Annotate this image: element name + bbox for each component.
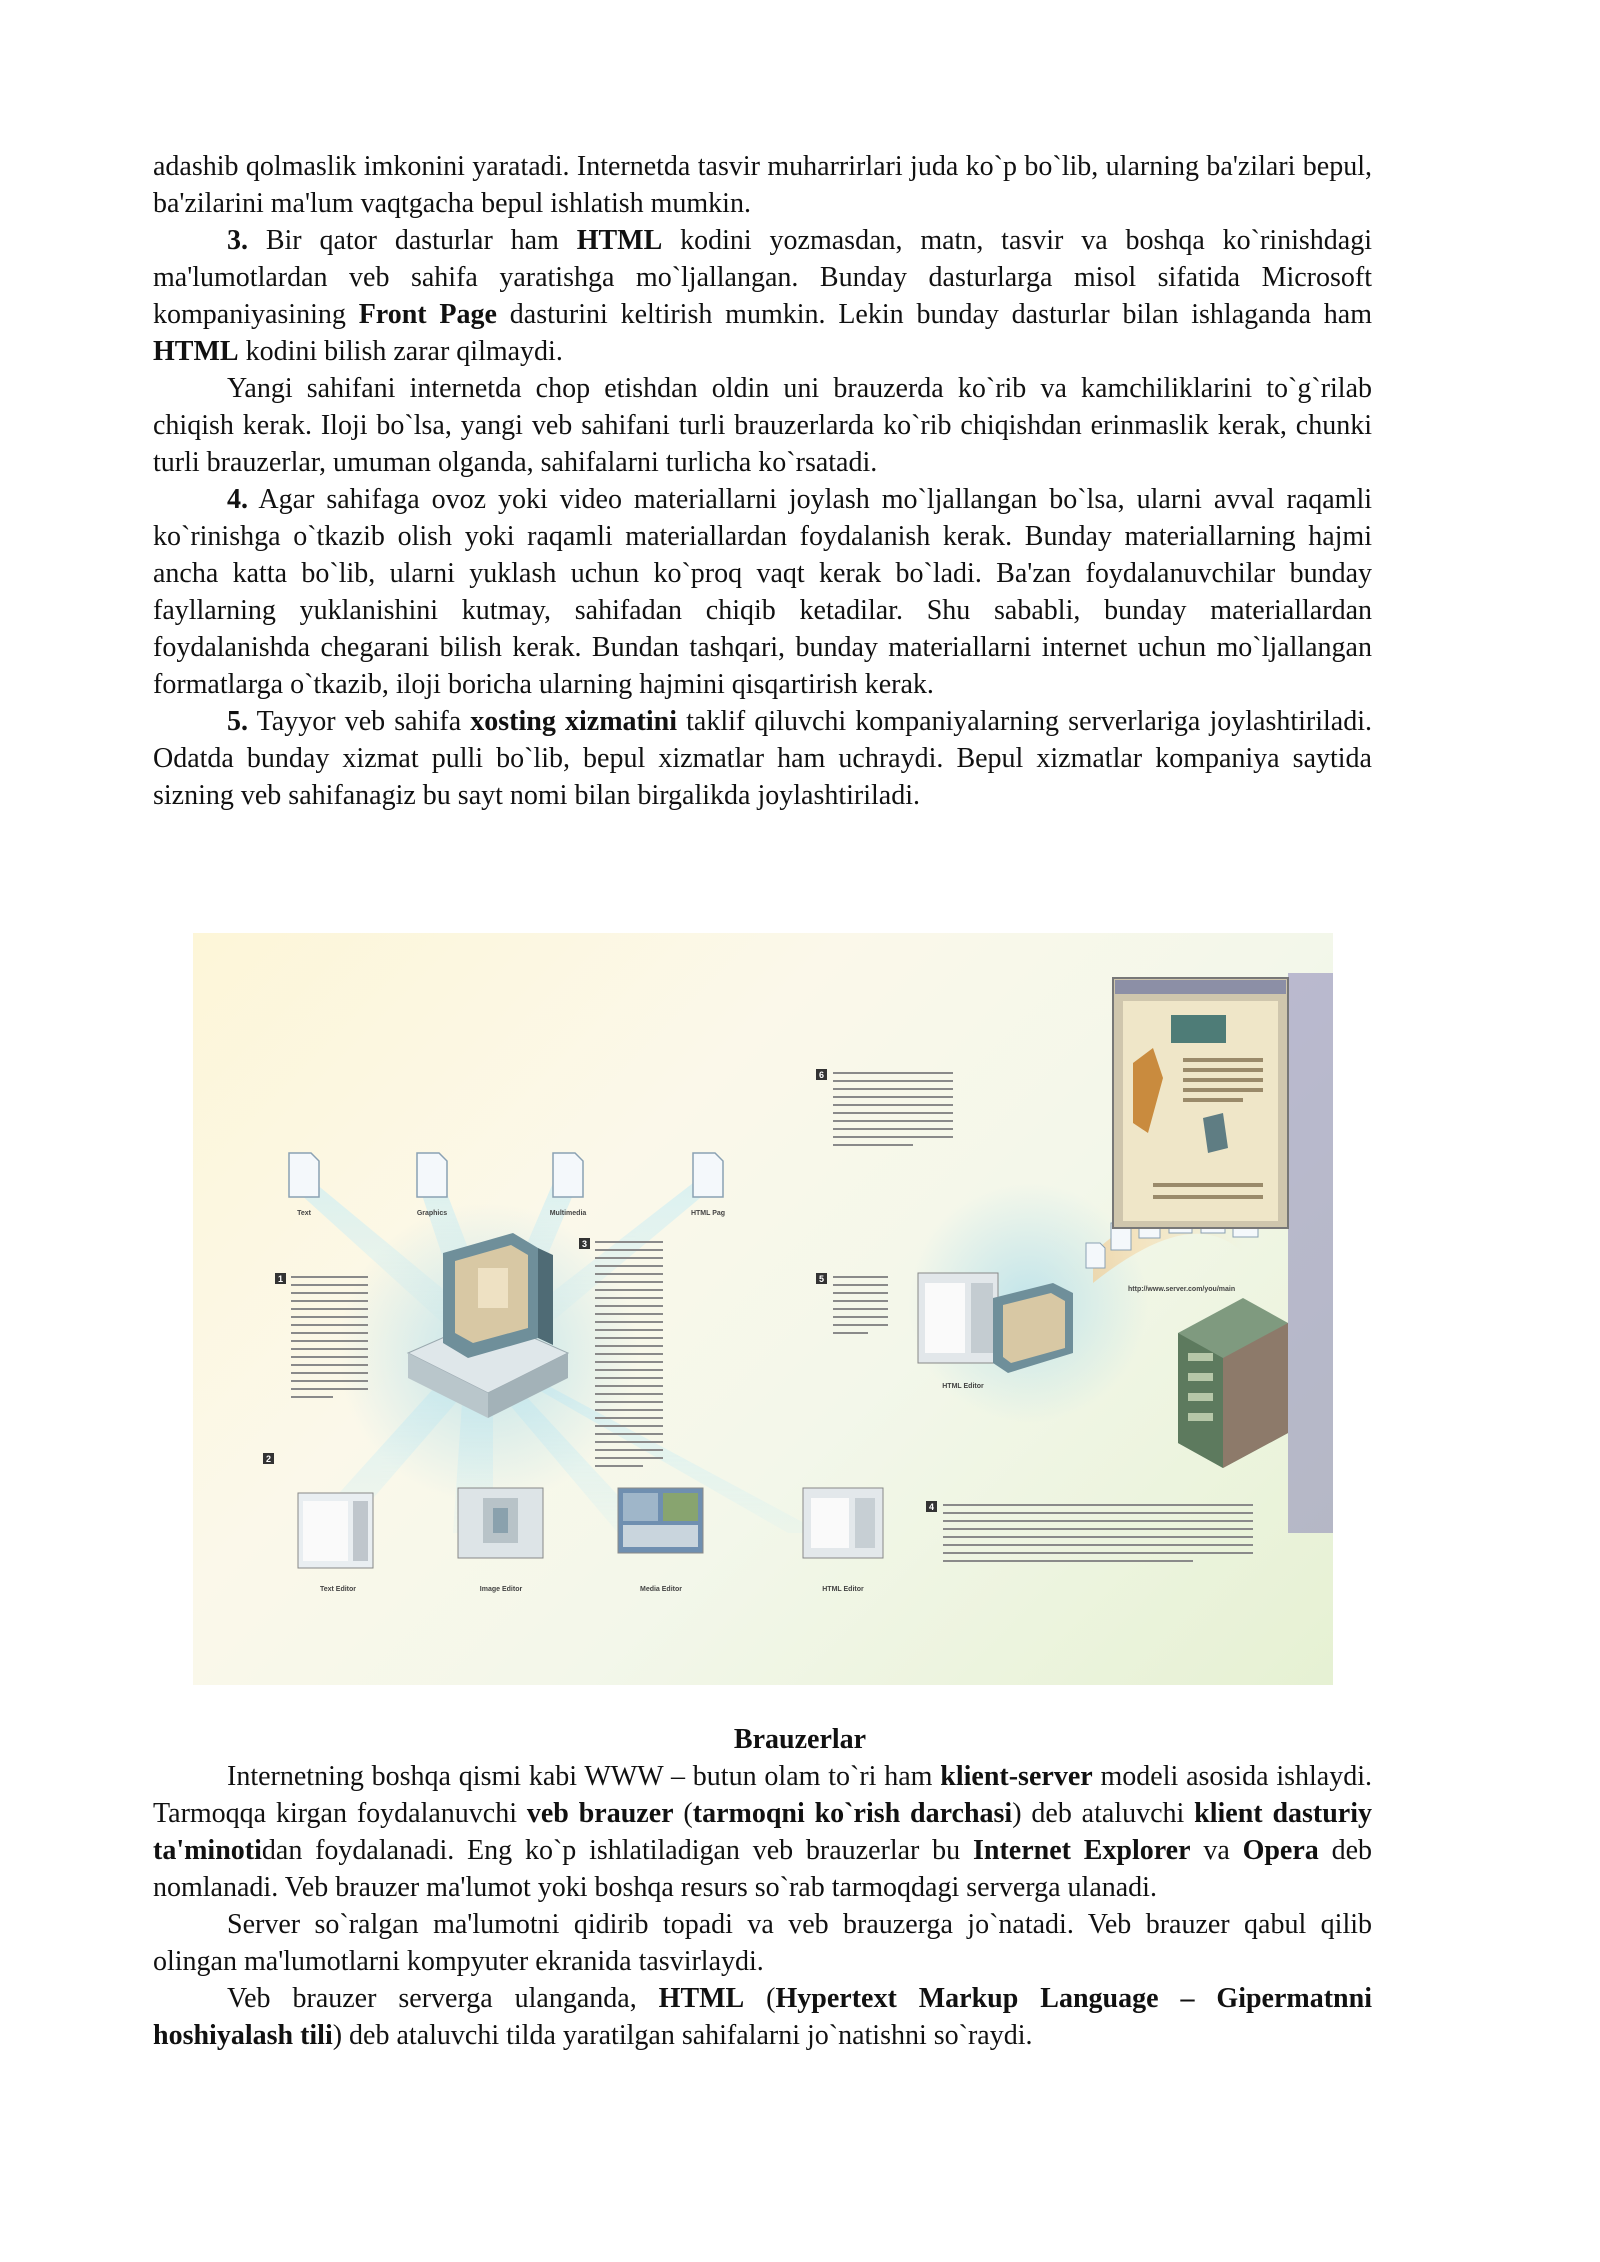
text-run: ( bbox=[673, 1798, 693, 1829]
text-editor-screenshot bbox=[298, 1493, 373, 1593]
svg-text:Text Editor: Text Editor bbox=[319, 1586, 357, 1593]
bold-run: HTML bbox=[153, 336, 239, 367]
svg-text:Text: Text bbox=[297, 1210, 311, 1217]
paragraph-2 bbox=[153, 370, 1372, 481]
text-run: ( bbox=[744, 1983, 776, 2014]
svg-text:6: 6 bbox=[818, 1070, 825, 1080]
web-publishing-diagram bbox=[193, 933, 1333, 1685]
text-run: dan foydalanadi. Eng ko`p ishlatiladigan veb brauzerlar bu bbox=[261, 1835, 973, 1866]
bold-run: Opera bbox=[1242, 1835, 1319, 1866]
paragraph-bottom-1 bbox=[153, 1906, 1372, 1980]
paragraph-0 bbox=[153, 148, 1372, 222]
svg-text:2: 2 bbox=[265, 1454, 272, 1464]
paragraph-3 bbox=[153, 481, 1372, 703]
text-run: Internetning boshqa qismi kabi WWW – butun olam to`ri ham bbox=[227, 1761, 941, 1792]
svg-text:HTML Editor: HTML Editor bbox=[942, 1383, 984, 1390]
text-run: Agar sahifaga ovoz yoki video materiallarni joylash mo`ljallangan bo`lsa, ularni avval raqamli ko`rinishga o`tkazib olish yoki raqamli materiallardan foydalanish kerak. Bunday materiallarning hajmi ancha katta bo`lib, ularni yuklash uchun ko`proq vaqt kerak bo`ladi. Ba'zan foydalanuvchilar bunday fayllarning yuklanishini kutmay, sahifadan chiqib ketadilar. Shu sababli, bunday materiallardan foydalanishda chegarani bilish kerak. Bundan tashqari, bunday materiallarni internet uchun mo`ljallangan formatlarga o`tkazib, iloji boricha ularning hajmini qisqartirish kerak. bbox=[153, 484, 1372, 700]
svg-text:1: 1 bbox=[277, 1274, 284, 1284]
bold-run: 3. bbox=[227, 225, 248, 256]
html-editor-screenshot bbox=[803, 1488, 883, 1593]
bold-run: HTML bbox=[658, 1983, 745, 2014]
text-run: va bbox=[1190, 1835, 1243, 1866]
image-editor-screenshot bbox=[458, 1488, 543, 1593]
text-run: dasturini keltirish mumkin. Lekin bunday dasturlar bilan ishlaganda ham bbox=[496, 299, 1373, 330]
step-4-text bbox=[926, 1501, 1253, 1561]
browser-window-screenshot bbox=[1113, 978, 1288, 1228]
text-run: ) deb ataluvchi tilda yaratilgan sahifalarni jo`natishni so`raydi. bbox=[332, 2020, 1033, 2051]
step-2-marker bbox=[263, 1453, 274, 1464]
diagram-illustration bbox=[193, 933, 1333, 1685]
text-run: deb nomlanadi. Veb brauzer ma'lumot yoki boshqa resurs so`rab tarmoqdagi serverga ulanadi. bbox=[153, 1835, 1372, 1903]
bold-run: 4. bbox=[227, 484, 248, 515]
text-run: Veb brauzer serverga ulanganda, bbox=[227, 1983, 659, 2014]
text-run: Yangi sahifani internetda chop etishdan oldin uni brauzerda ko`rib va kamchiliklarini to`g`rilab chiqish kerak. Iloji bo`lsa, yangi veb sahifani turli brauzerlarda ko`rib chiqishdan erinmaslik kerak, chunki turli brauzerlar, umuman olganda, sahifalarni turlicha ko`rsatadi. bbox=[153, 373, 1372, 478]
text-run: kodini bilish zarar qilmaydi. bbox=[238, 336, 563, 367]
text-run: ) deb ataluvchi bbox=[1012, 1798, 1195, 1829]
bold-run: xosting xizmatini bbox=[470, 706, 677, 737]
svg-text:Image Editor: Image Editor bbox=[479, 1586, 523, 1593]
step-6-text bbox=[816, 1069, 953, 1145]
svg-text:Multimedia: Multimedia bbox=[549, 1210, 587, 1217]
text-run: Tayyor veb sahifa bbox=[248, 706, 471, 737]
media-editor-screenshot bbox=[618, 1488, 703, 1593]
url-label: http://www.server.com/you/main bbox=[1128, 1286, 1236, 1293]
svg-text:3: 3 bbox=[581, 1239, 588, 1249]
bold-run: veb brauzer bbox=[526, 1798, 674, 1829]
bold-run: klient-server bbox=[940, 1761, 1093, 1792]
svg-text:5: 5 bbox=[818, 1274, 825, 1284]
text-run: kodini yozmasdan, matn, tasvir va boshqa ko`rinishdagi ma'lumotlardan veb sahifa yaratishga mo`ljallangan. Bunday dasturlarga misol sifatida Microsoft kompaniyasining bbox=[153, 225, 1372, 330]
text-block-top bbox=[153, 148, 1372, 814]
editor-screenshots bbox=[298, 1488, 883, 1593]
svg-text:HTML Pag: HTML Pag bbox=[690, 1210, 726, 1217]
bold-run: Hypertext Markup Language – Gipermatnni hoshiyalash tili bbox=[153, 1983, 1372, 2051]
text-run: modeli asosida ishlaydi. Tarmoqqa kirgan foydalanuvchi bbox=[153, 1761, 1372, 1829]
bold-run: tarmoqni ko`rish darchasi bbox=[692, 1798, 1013, 1829]
svg-text:4: 4 bbox=[928, 1502, 935, 1512]
svg-text:Media Editor: Media Editor bbox=[639, 1586, 683, 1593]
bold-run: Internet Explorer bbox=[972, 1835, 1191, 1866]
paragraph-1 bbox=[153, 222, 1372, 370]
svg-text:Graphics: Graphics bbox=[416, 1210, 448, 1217]
text-run: taklif qiluvchi kompaniyalarning serverlariga joylashtiriladi. Odatda bunday xizmat pulli bo`lib, bepul xizmatlar ham uchraydi. Bepul xizmatlar kompaniya saytida sizning veb sahifanagiz bu sayt nomi bilan birgalikda joylashtiriladi. bbox=[153, 706, 1372, 811]
text-block-bottom bbox=[153, 1758, 1372, 2054]
section-heading: Brauzerlar bbox=[733, 1724, 867, 1755]
paragraph-4 bbox=[153, 703, 1372, 814]
step-5-text bbox=[816, 1273, 888, 1333]
svg-text:HTML Editor: HTML Editor bbox=[822, 1586, 864, 1593]
paragraph-bottom-2 bbox=[153, 1980, 1372, 2054]
server-icon bbox=[1178, 1298, 1288, 1468]
bold-run: HTML bbox=[576, 225, 663, 256]
bold-run: klient dasturiy ta'minoti bbox=[153, 1798, 1373, 1866]
text-run: Bir qator dasturlar ham bbox=[248, 225, 577, 256]
html-page-file-icon bbox=[691, 1153, 725, 1217]
text-file-icon bbox=[289, 1153, 319, 1217]
bold-run: 5. bbox=[227, 706, 248, 737]
paragraph-bottom-0 bbox=[153, 1758, 1372, 1906]
bold-run: Front Page bbox=[358, 299, 497, 330]
text-run: adashib qolmaslik imkonini yaratadi. Internetda tasvir muharrirlari juda ko`p bo`lib, ularning ba'zilari bepul, ba'zilarini ma'lum vaqtgacha bepul ishlatish mumkin. bbox=[153, 151, 1372, 219]
side-strip bbox=[1288, 973, 1333, 1533]
text-run: Server so`ralgan ma'lumotni qidirib topadi va veb brauzerga jo`natadi. Veb brauzer qabul qilib olingan ma'lumotlarni kompyuter ekranida tasvirlaydi. bbox=[153, 1909, 1372, 1977]
